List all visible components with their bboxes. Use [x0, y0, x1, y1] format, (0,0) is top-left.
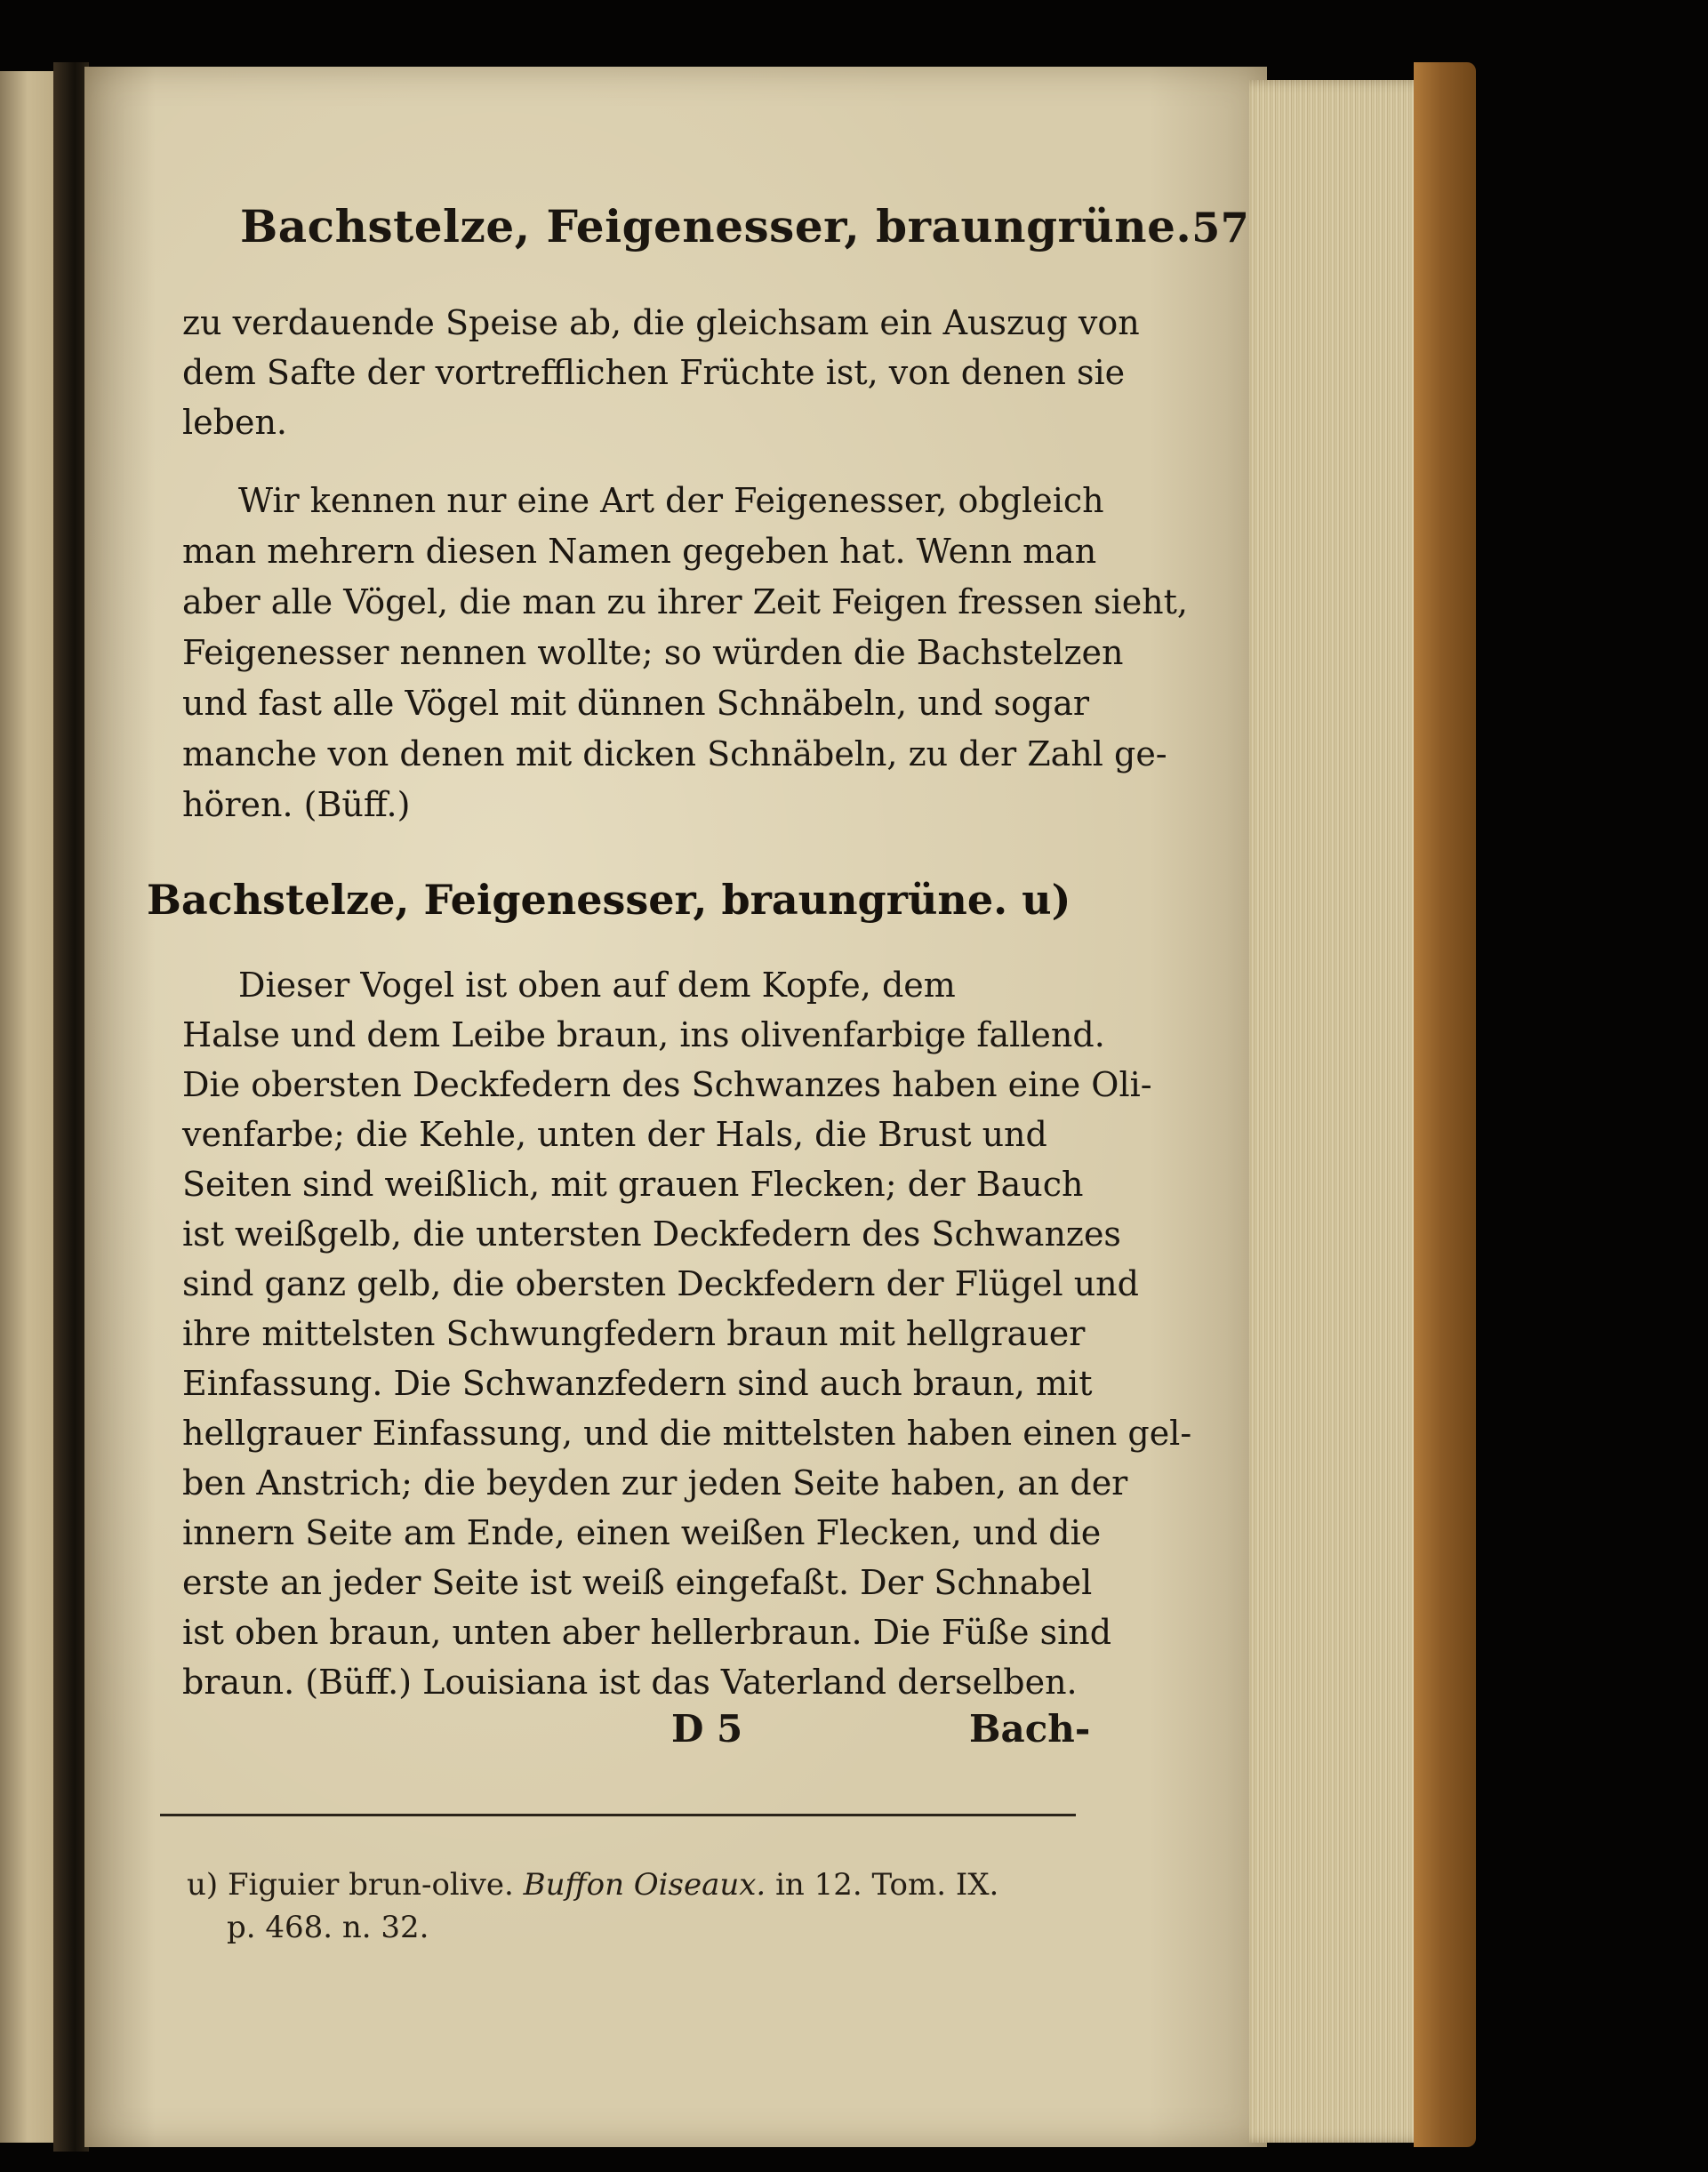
paragraph-3-line: erste an jeder Seite ist weiß eingefaßt. Der Schnabel: [182, 1563, 1093, 1602]
paragraph-2-line: man mehrern diesen Namen gegeben hat. Wenn man: [182, 532, 1097, 571]
paragraph-3-line: ist oben braun, unten aber hellerbraun. Die Füße sind: [182, 1613, 1112, 1652]
running-head: [240, 200, 1250, 262]
paragraph-3-line: ben Anstrich; die beyden zur jeden Seite haben, an der: [182, 1463, 1128, 1503]
footnote-line: [187, 1865, 998, 1904]
paragraph-2-line: Feigenesser nennen wollte; so würden die Bachstelzen: [182, 633, 1124, 672]
paragraph-2-line: hören. (Büff.): [182, 785, 411, 824]
footnote-line: p. 468. n. 32.: [227, 1910, 429, 1945]
paragraph-1-line: leben.: [182, 403, 288, 442]
page-block-edges: [1249, 80, 1436, 2143]
paragraph-2-line: aber alle Vögel, die man zu ihrer Zeit Feigen fressen sieht,: [182, 582, 1189, 621]
footnote-source-title: Buffon Oiseaux.: [523, 1867, 766, 1903]
paragraph-3-line: braun. (Büff.) Louisiana ist das Vaterland derselben.: [182, 1663, 1078, 1702]
signature-mark: D 5: [671, 1707, 743, 1751]
paragraph-3-line: venfarbe; die Kehle, unten der Hals, die Brust und: [182, 1115, 1047, 1154]
catchword: Bach-: [969, 1707, 1091, 1751]
book-cover-board: [1414, 62, 1476, 2147]
paragraph-3-line: Dieser Vogel ist oben auf dem Kopfe, dem: [238, 966, 956, 1005]
running-head-title: Bachstelze, Feigenesser, braungrüne.: [240, 200, 1192, 252]
paragraph-1-line: zu verdauende Speise ab, die gleichsam ein Auszug von: [182, 303, 1140, 342]
paragraph-3-line: hellgrauer Einfassung, und die mittelsten haben einen gel-: [182, 1414, 1192, 1453]
paragraph-2-line: und fast alle Vögel mit dünnen Schnäbeln, und sogar: [182, 684, 1090, 723]
paragraph-3-line: ihre mittelsten Schwungfedern braun mit hellgrauer: [182, 1314, 1086, 1353]
footnote-text: in 12. Tom. IX.: [775, 1867, 999, 1903]
paragraph-2-line: manche von denen mit dicken Schnäbeln, zu der Zahl ge-: [182, 734, 1167, 773]
paragraph-3-line: Einfassung. Die Schwanzfedern sind auch braun, mit: [182, 1364, 1093, 1403]
paragraph-2-line: Wir kennen nur eine Art der Feigenesser, obgleich: [238, 481, 1104, 520]
footnote-rule: [160, 1814, 1076, 1816]
paragraph-3-line: ist weißgelb, die untersten Deckfedern des Schwanzes: [182, 1214, 1121, 1254]
paragraph-3-line: Seiten sind weißlich, mit grauen Flecken; der Bauch: [182, 1165, 1084, 1204]
section-heading: Bachstelze, Feigenesser, braungrüne. u): [147, 876, 1071, 924]
paragraph-3-line: Halse und dem Leibe braun, ins olivenfarbige fallend.: [182, 1015, 1105, 1054]
footnote-text: u) Figuier brun-olive.: [187, 1867, 514, 1903]
paragraph-1-line: dem Safte der vortrefflichen Früchte ist, von denen sie: [182, 353, 1126, 392]
paragraph-3-line: sind ganz gelb, die obersten Deckfedern der Flügel und: [182, 1264, 1139, 1303]
paragraph-3-line: Die obersten Deckfedern des Schwanzes haben eine Oli-: [182, 1065, 1152, 1104]
paragraph-3-line: innern Seite am Ende, einen weißen Flecken, und die: [182, 1513, 1102, 1552]
page-number: 57: [1191, 204, 1250, 252]
book-gutter: [53, 62, 89, 2152]
